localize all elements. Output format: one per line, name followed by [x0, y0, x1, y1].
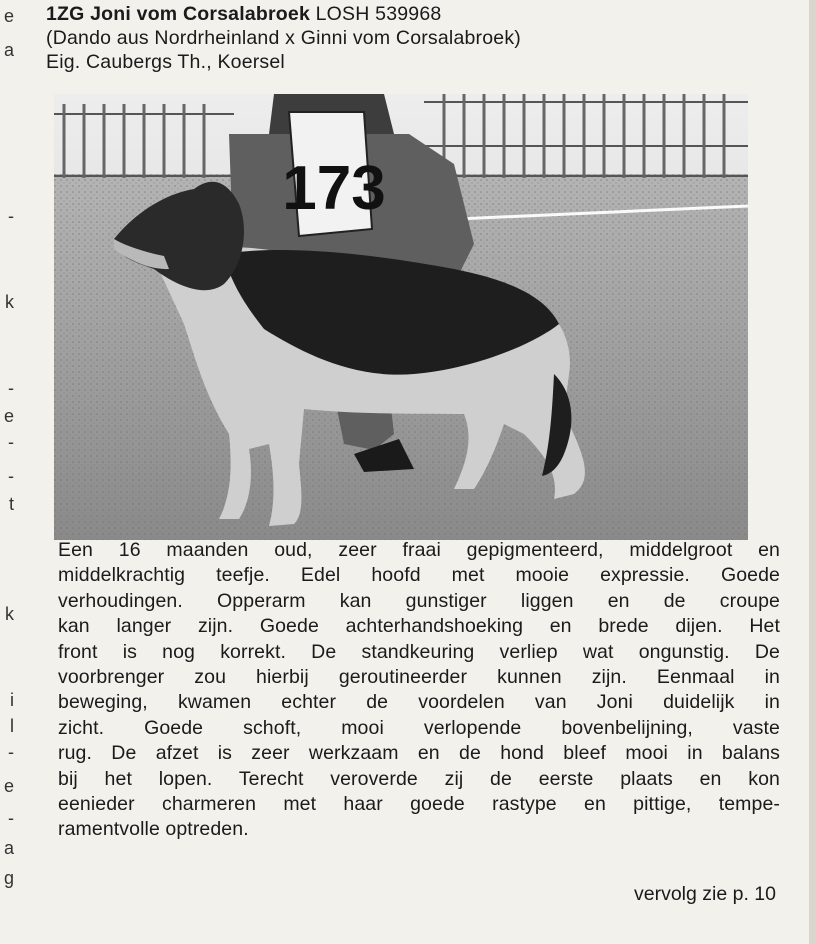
edge-char: a [3, 40, 14, 60]
photo-illustration [54, 94, 748, 540]
text-line: kan langer zijn. Goede achterhandshoeking en brede dijen. Het [58, 615, 780, 638]
registration-number: LOSH 539968 [315, 3, 442, 25]
text-line: middelkrachtig teefje. Edel hoofd met mooie expressie. Goede [58, 564, 780, 587]
critique-paragraph [58, 538, 780, 843]
title-line [46, 2, 746, 26]
edge-char: l [10, 716, 14, 736]
edge-char: g [3, 868, 14, 888]
edge-char: k [5, 292, 14, 312]
edge-char: - [8, 378, 14, 398]
text-line: verhoudingen. Opperarm kan gunstiger liggen en de croupe [58, 589, 780, 612]
owner-line: Eig. Caubergs Th., Koersel [46, 51, 285, 73]
edge-char: e [3, 776, 14, 796]
edge-char: t [8, 494, 14, 514]
text-line: Een 16 maanden oud, zeer fraai gepigmenteerd, middelgroot en [58, 539, 780, 561]
edge-char: - [8, 742, 14, 762]
next-page-edge [809, 0, 816, 944]
dog-name: 1ZG Joni vom Corsalabroek [46, 3, 310, 25]
dog-show-photo [54, 94, 748, 540]
edge-char: k [5, 604, 14, 624]
edge-char: i [10, 690, 14, 710]
text-line: beweging, kwamen echter de voordelen van Joni duidelijk in [58, 691, 780, 714]
entry-header [46, 2, 746, 74]
previous-page-edge-text [0, 0, 14, 944]
edge-char: e [3, 406, 14, 426]
text-line: front is nog korrekt. De standkeuring verliep wat ongunstig. De [58, 640, 780, 663]
text-line: voorbrenger zou hierbij geroutineerder kunnen zijn. Eenmaal in [58, 666, 780, 689]
edge-char: a [3, 838, 14, 858]
text-line: ramentvolle optreden. [58, 818, 249, 841]
text-line: zicht. Goede schoft, mooi verlopende bovenbelijning, vaste [58, 716, 780, 739]
edge-char: - [8, 432, 14, 452]
edge-char: e [3, 6, 14, 26]
text-line: eenieder charmeren met haar goede rastype en pittige, tempe- [58, 793, 780, 816]
bib-number: 173 [282, 154, 386, 223]
text-line: rug. De afzet is zeer werkzaam en de hond bleef mooi in balans [58, 742, 780, 765]
edge-char: - [8, 466, 14, 486]
edge-char: - [8, 808, 14, 828]
continuation-note: vervolg zie p. 10 [634, 883, 776, 905]
edge-char: - [8, 206, 14, 226]
text-line: bij het lopen. Terecht veroverde zij de eerste plaats en kon [58, 767, 780, 790]
parents-line: (Dando aus Nordrheinland x Ginni vom Corsalabroek) [46, 27, 521, 49]
